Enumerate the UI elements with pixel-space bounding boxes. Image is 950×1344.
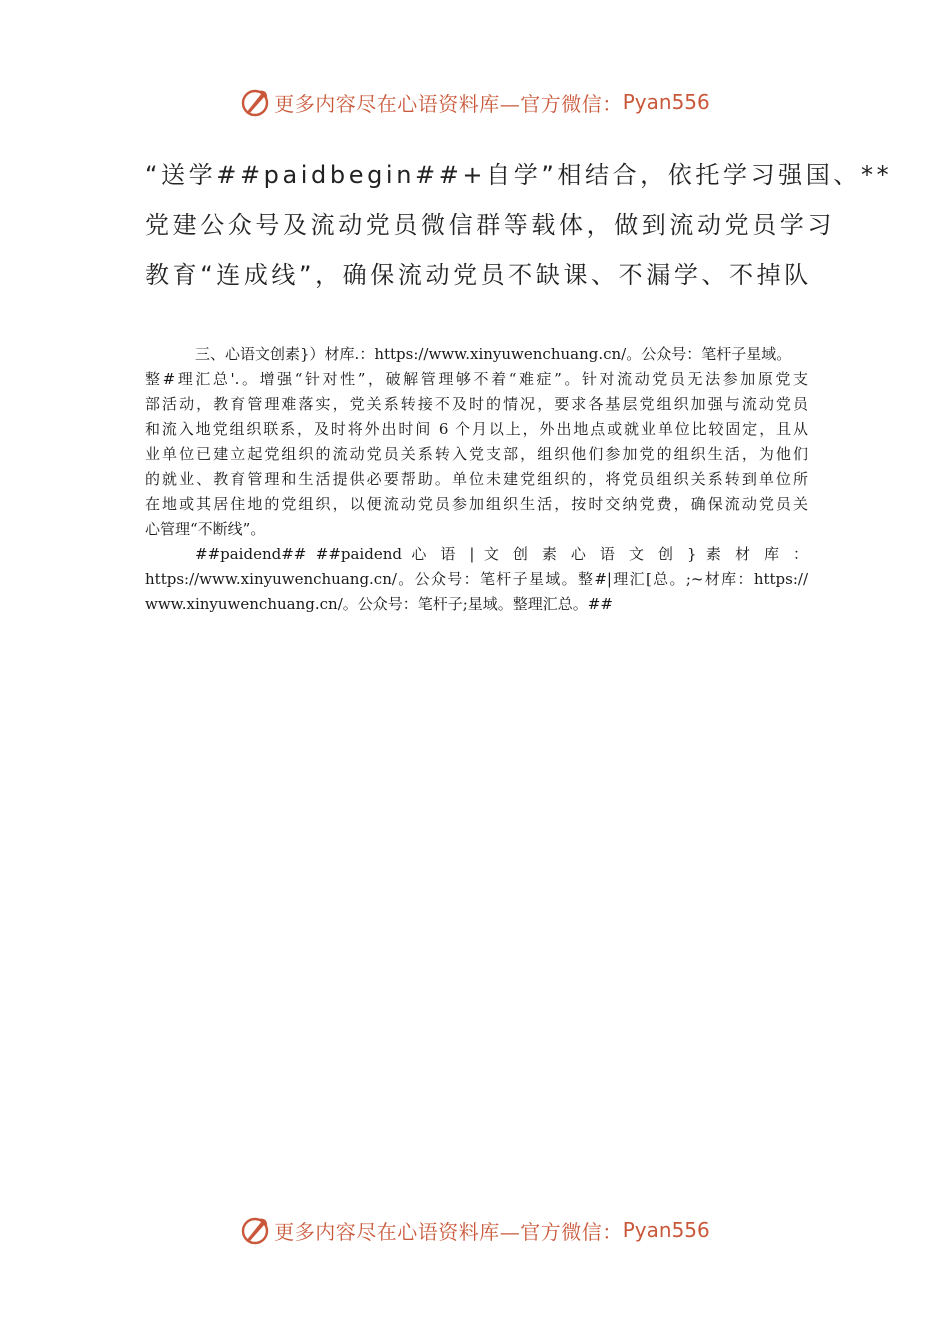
large-paragraph: [145, 150, 893, 300]
header-banner: [0, 82, 950, 122]
large-paragraph-line: 教育“连成线”，确保流动党员不缺课、不漏学、不掉队: [145, 261, 812, 289]
quill-pen-circle-icon: [240, 87, 270, 117]
body-line: www.xinyuwenchuang.cn/。公众号：笔杆子;星域。整理汇总。##: [145, 595, 613, 613]
footer-banner: [0, 1210, 950, 1250]
quill-pen-circle-icon: [240, 1215, 270, 1245]
body-line: 的就业、教育管理和生活提供必要帮助。单位未建党组织的，将党员组织关系转到单位所: [145, 470, 808, 488]
body-line: 部活动，教育管理难落实，党关系转接不及时的情况，要求各基层党组织加强与流动党员: [145, 395, 808, 413]
body-line: 在地或其居住地的党组织，以便流动党员参加组织生活，按时交纳党费，确保流动党员关: [145, 495, 808, 513]
body-line: 心管理“不断线”。: [145, 520, 266, 538]
banner-contact: Pyan556: [622, 1218, 710, 1242]
body-line: 三、心语文创素}）材库.：https://www.xinyuwenchuang.cn/。公众号：笔杆子星域。: [195, 345, 792, 363]
large-paragraph-line: “送学##paidbegin##+自学”相结合，依托学习强国、**: [145, 161, 893, 189]
banner-text: 更多内容尽在心语资料库—官方微信：: [274, 91, 623, 116]
banner-text: 更多内容尽在心语资料库—官方微信：: [274, 1219, 623, 1244]
body-line: 业单位已建立起党组织的流动党员关系转入党支部，组织他们参加党的组织生活，为他们: [145, 445, 808, 463]
body-line: ##paidend## ##paidend 心 语 | 文 创 素 心 语 文 创 } 素 材 库 ：: [195, 545, 808, 563]
large-paragraph-line: 党建公众号及流动党员微信群等载体，做到流动党员学习: [145, 211, 835, 239]
body-line: 整#理汇总'.。增强“针对性”，破解管理够不着“难症”。针对流动党员无法参加原党支: [145, 370, 808, 388]
banner-contact: Pyan556: [622, 90, 710, 114]
body-paragraph: [145, 342, 808, 617]
body-line: 和流入地党组织联系，及时将外出时间 6 个月以上，外出地点或就业单位比较固定，且从: [145, 420, 808, 438]
body-line: https://www.xinyuwenchuang.cn/。公众号：笔杆子星域。整#|理汇[总。;~材库：https://: [145, 570, 808, 588]
